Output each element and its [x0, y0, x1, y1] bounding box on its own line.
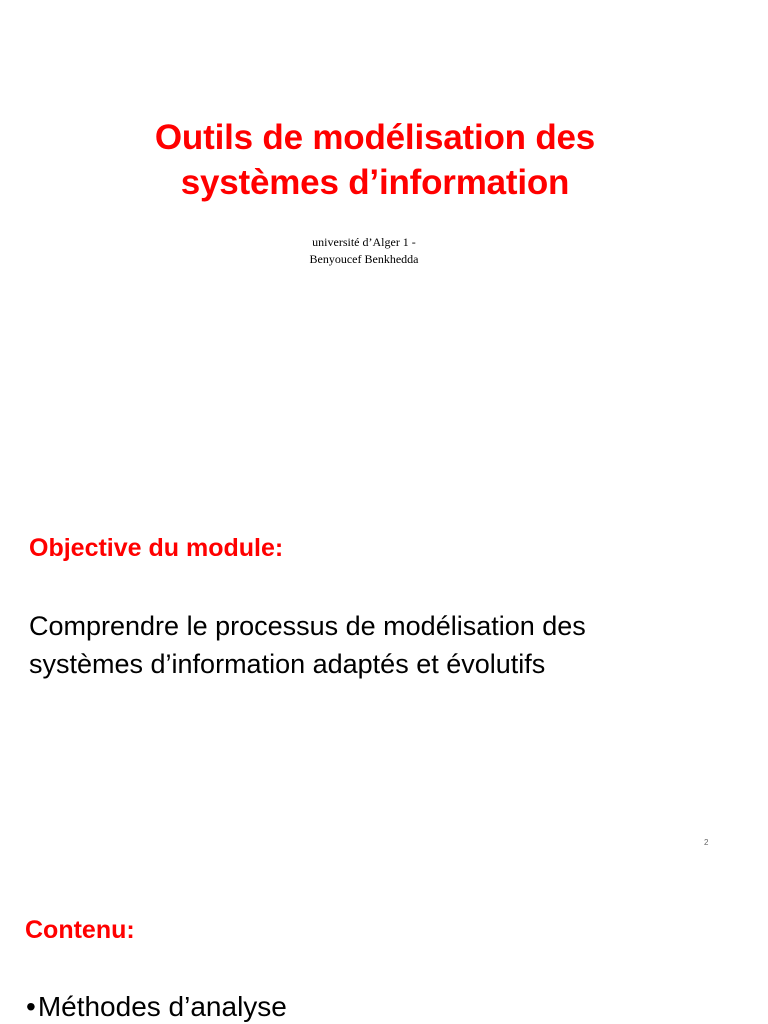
title-line-1: Outils de modélisation des — [154, 118, 596, 157]
contents-heading: Contenu: — [25, 916, 135, 944]
page-number: 2 — [704, 838, 709, 847]
institution-subtitle — [0, 234, 728, 268]
subtitle-line-2: Benyoucef Benkhedda — [309, 252, 419, 266]
objective-line-2: systèmes d’information adaptés et évolutifs — [29, 649, 546, 679]
title-line-2: systèmes d’information — [180, 163, 570, 202]
list-item — [26, 990, 287, 1024]
bullet-text: Méthodes d’analyse — [37, 991, 287, 1022]
bullet-icon: • — [26, 991, 36, 1022]
objective-heading: Objective du module: — [29, 534, 284, 562]
objective-text — [29, 607, 729, 683]
presentation-title — [0, 115, 750, 205]
objectives-slide — [0, 512, 768, 1024]
objective-line-1: Comprendre le processus de modélisation des — [29, 611, 586, 641]
subtitle-line-1: université d’Alger 1 - — [312, 235, 416, 249]
